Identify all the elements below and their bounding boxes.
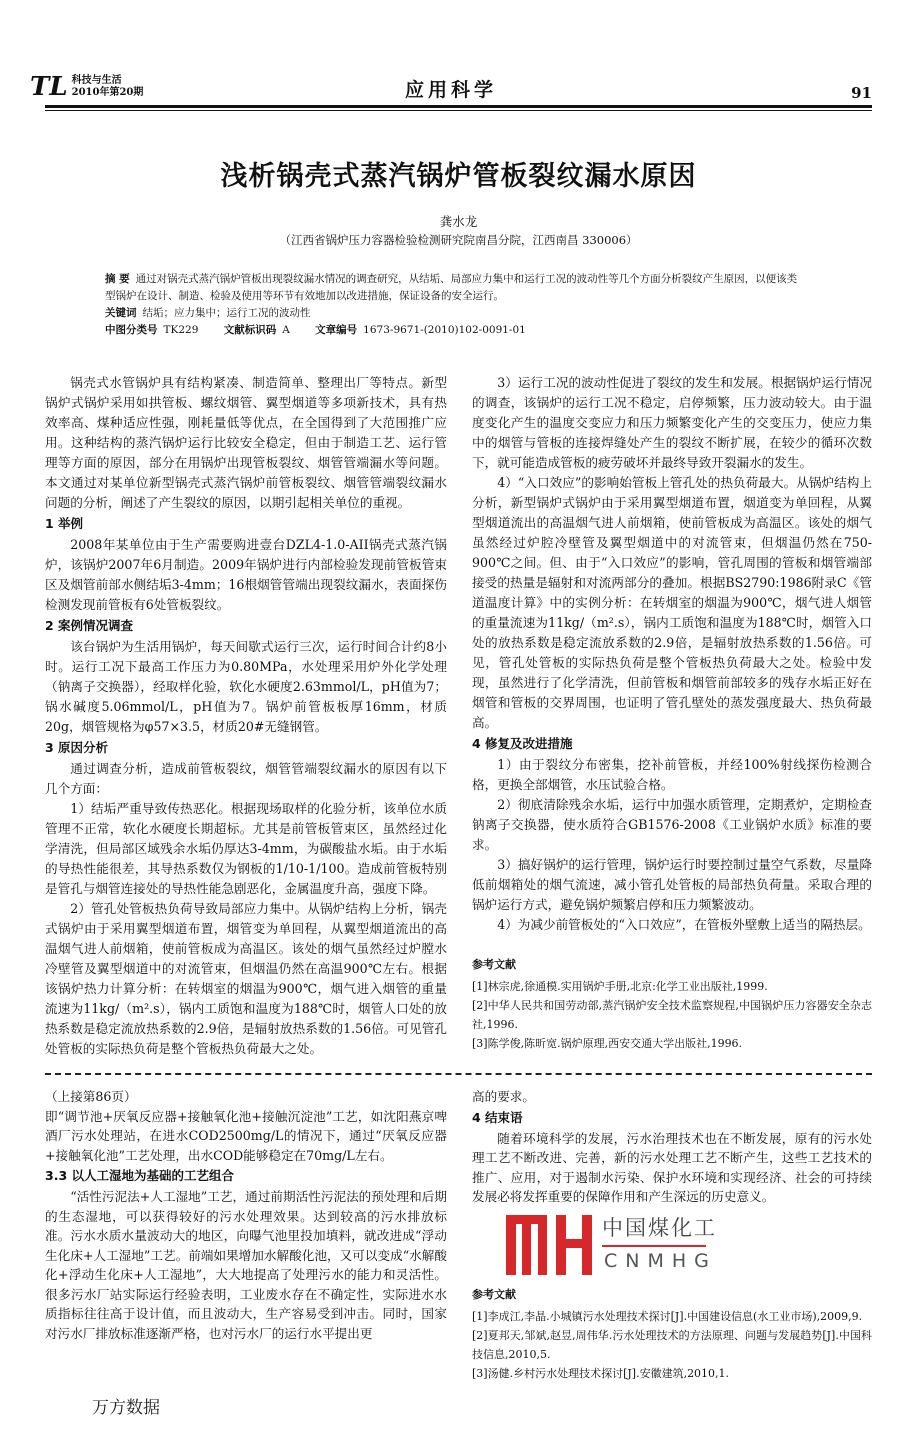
author: 龚水龙 — [439, 214, 478, 229]
reference-item: [2]夏邦天,邹斌,赵昱,周伟华.污水处理技术的方法原理、问题与发展趋势[J].中国科技信息,2010,5. — [472, 1328, 872, 1361]
keywords: 结垢；应力集中；运行工况的波动性 — [142, 307, 311, 319]
page-header — [30, 72, 872, 102]
paragraph: 即“调节池+厌氧反应器+接触氧化池+接触沉淀池”工艺，如沈阳燕京啤酒厂污水处理站，在进水COD2500mg/L的情况下，通过“厌氧反应器+接触氧化池”工艺处理，出水COD能够稳定在70mg/L左右。 — [45, 1108, 447, 1163]
paragraph: 1）结垢严重导致传热恶化。根据现场取样的化验分析，该单位水质管理不正常，软化水硬度长期超标。尤其是前管板管束区，虽然经过化学清洗，但局部区域残余水垢仍厚达3-4mm，为碳酸盐水垢。由于水垢的导热性能很差，其导热系数仅为钢板的1/10-1/100。造成前管板特别是管孔与烟管连接处的导热性能急剧恶化，金属温度升高，强度下降。 — [45, 801, 447, 896]
paragraph: 2）管孔处管板热负荷导致局部应力集中。从锅炉结构上分析，锅壳式锅炉由于采用翼型烟道布置，烟管变为单回程，从翼型烟道流出的高温烟气进人前烟箱，使前管板成为高温区。该处的烟气虽然经过炉膛水冷壁管及翼型烟道中的对流管束，但烟温仍然在高温900℃左右。根据该锅炉热力计算分析：在转烟室的烟温为900℃，烟气进入烟管的重量流速为11kg/（m².s），锅内工质饱和温度为188℃时，烟管人口处的放热系数是稳定流放热系数的2.9倍，是辐射放热系数的1.56倍。可见管孔处管板的实际热负荷是整个管板热负荷最大之处。 — [45, 901, 447, 1056]
header-rule — [45, 105, 872, 108]
paragraph: “活性污泥法+人工湿地”工艺，通过前期活性污泥法的预处理和后期的生态湿地，可以获得较好的污水处理效果。达到较高的污水排放标准。污水水质水量波动大的地区，向曝气池里投加填料，就改进成“浮动生化床+人工湿地”工艺。前端如果增加水解酸化池，又可以变成“水解酸化+浮动生化床+人工湿地”，大大地提高了处理污水的能力和灵活性。很多污水厂站实际运行经验表明，工业废水存在不确定性，实际进水水质指标往往高于设计值，而且波动大，生产容易受到冲击。同时，国家对污水厂排放标准逐渐严格，也对污水厂的运行水平提出更 — [45, 1189, 447, 1341]
paragraph: 2008年某单位由于生产需要购进壹台DZL4-1.0-AII锅壳式蒸汽锅炉，该锅炉2007年6月制造。2009年锅炉进行内部检验发现前管板管束区及烟管前部水侧结垢3-4mm；16根烟管管端出现裂纹漏水，表面探伤检测发现前管板有6处管板裂纹。 — [45, 537, 447, 612]
paragraph: 4）为减少前管板处的“入口效应”，在管板外壁敷上适当的隔热层。 — [497, 917, 871, 932]
article-no-label: 文章编号 — [315, 324, 358, 336]
watermark-text-cn: 中国煤化工 — [602, 1215, 717, 1240]
paragraph: 2）彻底清除残余水垢，运行中加强水质管理，定期煮炉，定期检查钠离子交换器，使水质符合GB1576-2008《工业锅炉水质》标准的要求。 — [472, 797, 872, 852]
watermark-mh-icon — [506, 1215, 596, 1275]
reference-item: [2]中华人民共和国劳动部,蒸汽锅炉安全技术监察规程,中国锅炉压力容器安全杂志社,1996. — [472, 999, 872, 1031]
section-heading: 1 举例 — [45, 516, 84, 531]
reference-item: [3]陈学俊,陈昕宽.锅炉原理,西安交通大学出版社,1996. — [472, 1037, 743, 1050]
journal-name: 科技与生活 — [71, 75, 122, 86]
article-body — [45, 373, 872, 1059]
paragraph: 1）由于裂纹分布密集，挖补前管板，并经100%射线探伤检测合格，更换全部烟管，水压试验合格。 — [472, 757, 872, 792]
journal-logo — [30, 72, 180, 102]
paragraph: 高的要求。 — [472, 1089, 535, 1104]
header-rule-thin — [45, 110, 872, 111]
references-title: 参考文献 — [472, 958, 516, 971]
paragraph: 通过调查分析，造成前管板裂纹，烟管管端裂纹漏水的原因有以下几个方面： — [45, 761, 447, 796]
abstract-text: 通过对锅壳式蒸汽锅炉管板出现裂纹漏水情况的调查研究，从结垢、局部应力集中和运行工况的波动性等几个方面分析裂纹产生原因，以便该类型锅炉在设计、制造、检验及使用等环节有效地加以改进措施，保证设备的安全运行。 — [105, 273, 798, 302]
paragraph: 锅壳式水管锅炉具有结构紧凑、制造简单、整理出厂等特点。新型锅炉式锅炉采用如拱管板、螺纹烟管、翼型烟道等多项新技术，具有热效率高、煤种适应性强，刚耗量低等优点，在全国得到了大范围推广应用。这种结构的蒸汽锅炉运行比较安全稳定，但由于制造工艺、运行管理等方面的原因，部分在用锅炉出现管板裂纹、烟管管端漏水等问题。本文通过对某单位新型锅壳式蒸汽锅炉前管板裂纹、烟管管端裂纹漏水问题的分析，阐述了产生裂纹的原因，以期引起相关单位的重视。 — [45, 375, 447, 510]
affiliation: （江西省锅炉压力容器检验检测研究院南昌分院，江西南昌 330006） — [279, 233, 638, 247]
paragraph: 4）“入口效应”的影响始管板上管孔处的热负荷最大。从锅炉结构上分析，新型锅炉式锅炉由于采用翼型烟道布置，烟道变为单回程，从翼型烟道流出的高温烟气进人前烟箱，使前管板成为高温区。该处的烟气虽然经过炉腔冷壁管及翼型烟道中的对流管束，但烟温仍然在750-900℃之间。但、由于“入口效应”的影响，管孔周围的管板和烟管端部接受的热量是辐射和对流两部分的叠加。根据BS2790:1986附录C《管道温度计算》中的实例分析：在转烟室的烟温为900℃，烟气进人烟管的重量流速为11kg/（m².s），锅内工质饱和温度为188℃时，烟管入口处的放热系数是稳定流放系数的2.9倍，是辐射放热系数的1.56倍。可见，管孔处管板的实际热负荷是整个管板热负荷最大之处。检验中发现，虽然进行了化学清洗，但前管板和烟管前部较多的残存水垢正好在烟管和管板的交界周围，也证明了管孔壁处的蒸发强度最大、热负荷最高。 — [472, 475, 872, 730]
clc: TK229 — [163, 324, 199, 336]
paragraph: 3）运行工况的波动性促进了裂纹的发生和发展。根据锅炉运行情况的调查，该锅炉的运行工况不稳定，启停频繁，压力波动较大。由于温度变化产生的温度交变应力和压力频繁变化产生的交变压力，使应力集中的烟管与管板的连接焊缝处产生的裂纹不断扩展，在较少的循环次数下，就可能造成管板的疲劳破坏并最终导致开裂漏水的发生。 — [472, 375, 872, 470]
section-heading: 4 结束语 — [472, 1109, 523, 1125]
doc-code-label: 文献标识码 — [223, 324, 277, 336]
right-column — [472, 373, 872, 1059]
paragraph: 该台锅炉为生活用锅炉，每天间歇式运行三次，运行时间合计约8小时。运行工况下最高工作压力为0.80MPa，水处理采用炉外化学处理（钠离子交换器），经取样化验，软化水硬度2.63mmol/L，pH值为7；锅水碱度5.06mmol/L，pH值为7。锅炉前管板板厚16mm，材质20g，烟管规格为φ57×3.5，材质20#无缝钢管。 — [45, 639, 447, 734]
abstract-label: 摘 要 — [105, 273, 130, 285]
watermark-rule — [602, 1245, 706, 1247]
journal-logo-mark: TL — [30, 72, 68, 102]
reference-item: [1]李成江,李晶.小城镇污水处理技术探讨[J].中国建设信息(水工业市场),2009,9. — [472, 1309, 863, 1323]
section-divider — [45, 1073, 872, 1075]
doc-code: A — [282, 324, 290, 336]
section-heading: 3 原因分析 — [45, 740, 109, 755]
abstract-block — [105, 271, 805, 339]
section-heading: 3.3 以人工湿地为基础的工艺组合 — [45, 1168, 234, 1183]
page-number: 91 — [851, 84, 872, 102]
references-title: 参考文献 — [472, 1287, 516, 1301]
keywords-label: 关键词 — [105, 307, 137, 319]
paragraph: 3）搞好锅炉的运行管理，锅炉运行时要控制过量空气系数，尽量降低前烟箱处的烟气流速，减小管孔处管板的局部热负荷量。采取合理的锅炉运行方式，避免锅炉频繁启停和压力频繁波动。 — [472, 857, 872, 912]
continued-body — [45, 1087, 872, 1383]
article-no: 1673-9671-(2010)102-0091-01 — [363, 324, 526, 336]
article-title: 浅析锅壳式蒸汽锅炉管板裂纹漏水原因 — [220, 161, 697, 192]
source-mark: 万方数据 — [92, 1397, 160, 1418]
section-title: 应用科学 — [404, 79, 497, 101]
clc-label: 中图分类号 — [105, 324, 158, 336]
journal-issue: 2010年第20期 — [71, 87, 144, 98]
section-heading: 4 修复及改进措施 — [472, 736, 573, 751]
reference-item: [1]林宗虎,徐通模.实用锅炉手册,北京:化学工业出版社,1999. — [472, 980, 768, 993]
watermark-text-en: CNMHG — [604, 1249, 717, 1272]
references — [472, 957, 872, 1053]
continued-right-column — [472, 1087, 872, 1383]
section-heading: 2 案例情况调查 — [45, 618, 134, 633]
references — [472, 1287, 872, 1383]
continued-left-column — [45, 1087, 447, 1383]
left-column — [45, 373, 447, 1059]
watermark-logo — [506, 1215, 776, 1277]
paragraph: 随着环境科学的发展，污水治理技术也在不断发展，原有的污水处理工艺不断改进、完善，新的污水处理工艺不断产生，这些工艺技术的推广、应用，对于遏制水污染、保护水环境和实现经济、社会的可持续发展必将发挥重要的保障作用和产生深远的历史意义。 — [472, 1130, 872, 1204]
reference-item: [3]汤健.乡村污水处理技术探讨[J].安徽建筑,2010,1. — [472, 1366, 730, 1380]
continued-from: （上接第86页） — [45, 1089, 137, 1104]
